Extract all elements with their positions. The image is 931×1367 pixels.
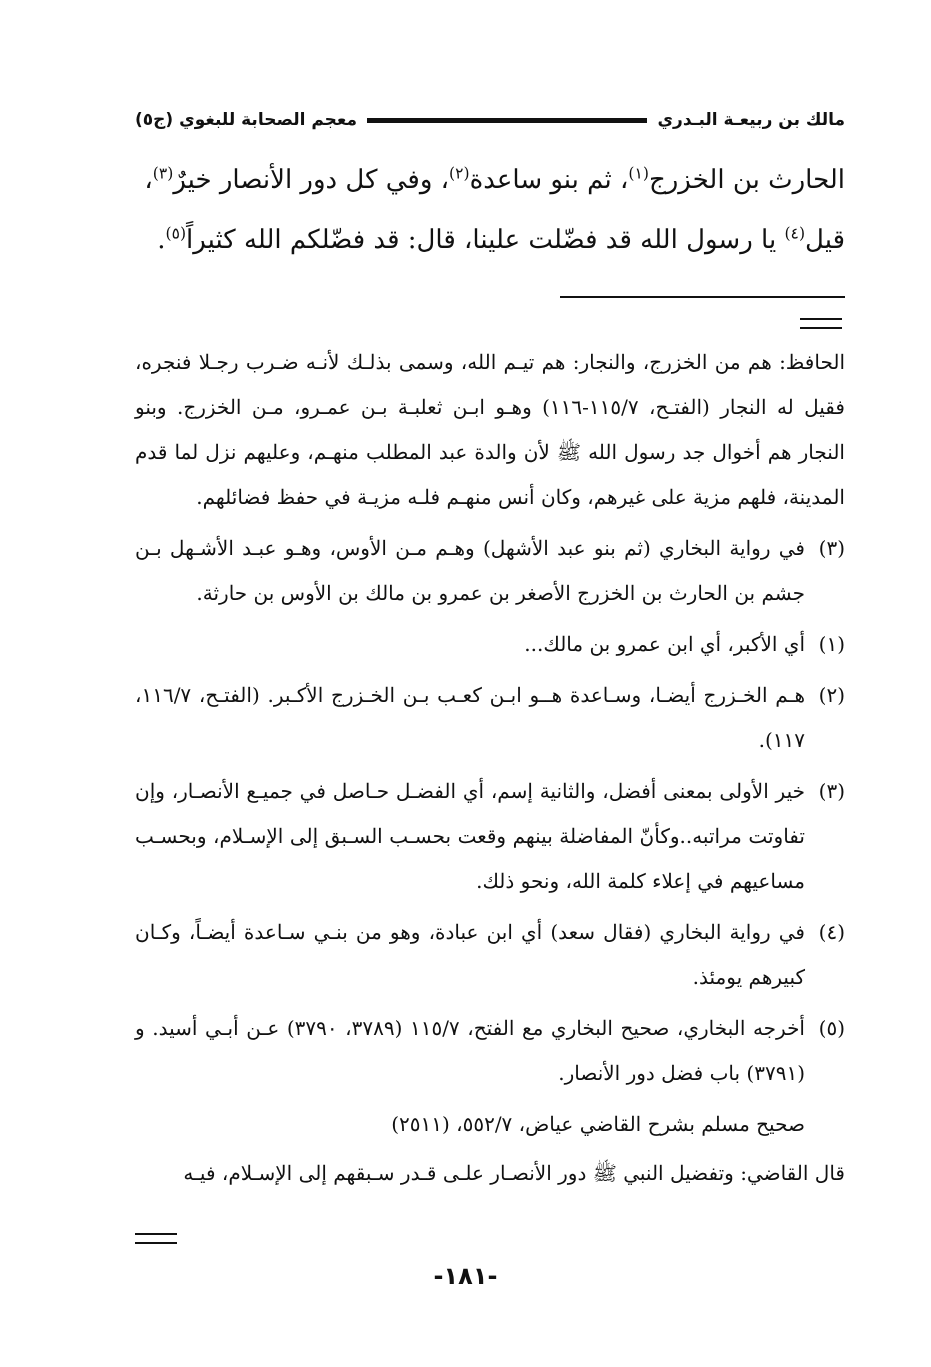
footnote-number: (٢) — [818, 683, 845, 707]
footnote-item — [135, 673, 845, 763]
text-run: يا رسول الله قد فضّلت علينا، قال: قد فضّلكم الله كثيراً — [186, 225, 785, 255]
text-run: ، ثم بنو ساعدة — [469, 165, 629, 195]
footnote-continuation: الحافظ: هم من الخزرج، والنجار: هم تيـم الله، وسمى بذلـك لأنـه ضـرب رجـلا فنجره، فقيل له النجار (الفتـح، ١١٥/٧-١١٦) وهـو ابـن ثعلبـة بـن عمـرو، مـن الخزرج. وبنو النجار هم أخوال جد رسول الله ﷺ لأن والدة عبد المطلب منهـم، وعليهم نزل لما قدم المدينة، فلهم مزية على غيرهم، وكان أنس منهـم فلـه مزيـة في حفظ فضائلهم. — [135, 350, 845, 509]
footnote-5-continuation: صحيح مسلم بشرح القاضي عياض، ٥٥٢/٧، (٢٥١١) — [391, 1112, 805, 1136]
footnote-final-line: قال القاضي: وتفضيل النبي ﷺ دور الأنصـار علـى قـدر سـبقهم إلى الإسـلام، فيـه — [183, 1161, 845, 1185]
footnote-text: أخرجه البخاري، صحيح البخاري مع الفتح، ١١٥/٧ (٣٧٨٩، ٣٧٩٠) عـن أبـي أسيد. و (٣٧٩١) باب فضل دور الأنصار. — [135, 1016, 805, 1085]
text-run: ، وفي كل دور الأنصار خيرٌ — [173, 165, 450, 195]
footnotes-section — [135, 340, 845, 1202]
footnote-text: في رواية البخاري (ثم بنو عبد الأشهل) وهـم مـن الأوس، وهـو عبـد الأشـهل بـن جشم بن الحارث بن الخزرج الأصغر بن عمرو بن مالك بن الأوس بن حارثة. — [135, 536, 805, 605]
page-number: -١٨١- — [433, 1262, 498, 1290]
header-section-title: مالك بن ربيعـة البـدري — [657, 110, 845, 130]
footnote-number: (٤) — [818, 920, 845, 944]
text-run: الحارث بن الخزرج — [648, 165, 845, 195]
footnote-ref-2[interactable]: (٢) — [449, 164, 470, 183]
footnote-item — [135, 1006, 845, 1096]
footnote-number: (١) — [818, 632, 845, 656]
running-header — [135, 100, 845, 140]
footnote-number: (٣) — [818, 779, 845, 803]
footnote-item — [135, 769, 845, 904]
header-rule — [367, 118, 647, 123]
continuation-mark-bottom — [135, 1233, 177, 1244]
header-book-title: معجم الصحابة للبغوي (ج٥) — [135, 110, 358, 130]
footnote-text: خير الأولى بمعنى أفضل، والثانية إسم، أي الفضـل حـاصل في جميـع الأنصـار، وإن تفاوتت مراتبه..وكأنّ المفاضلة بينهم وقعت بحسـب السـبق إلى الإسـلام، وبحسـب مساعيهم في إعلاء كلمة الله، ونحو ذلك. — [135, 779, 805, 893]
main-text-line-1 — [135, 150, 845, 210]
footnote-item — [135, 526, 845, 616]
footnote-item — [135, 622, 845, 667]
footnote-text: هـم الخـزرج أيضـا، وسـاعدة هــو ابـن كعـب بـن الخـزرج الأكـبر. (الفتـح، ١١٦/٧، ١١٧). — [135, 683, 805, 752]
footnote-ref-3[interactable]: (٣) — [152, 164, 174, 183]
main-text — [135, 150, 845, 270]
footnote-number: (٥) — [818, 1016, 845, 1040]
footnote-separator — [560, 296, 845, 298]
footnote-text: في رواية البخاري (فقال سعد) أي ابن عبادة، وهو من بنـي سـاعدة أيضـاً، وكـان كبيرهم يومئذ. — [135, 920, 805, 989]
text-run: قيل — [805, 225, 845, 255]
text-run: ، — [144, 165, 153, 195]
footnote-number: (٣) — [818, 536, 845, 560]
main-text-line-2 — [135, 210, 845, 270]
footnote-ref-5[interactable]: (٥) — [165, 224, 187, 243]
footnote-ref-4[interactable]: (٤) — [784, 224, 806, 243]
text-run: . — [157, 225, 166, 255]
footnote-text: أي الأكبر، أي ابن عمرو بن مالك... — [524, 632, 805, 656]
continuation-mark-top — [800, 318, 842, 329]
footnote-item — [135, 910, 845, 1000]
footnote-ref-1[interactable]: (١) — [628, 164, 649, 183]
